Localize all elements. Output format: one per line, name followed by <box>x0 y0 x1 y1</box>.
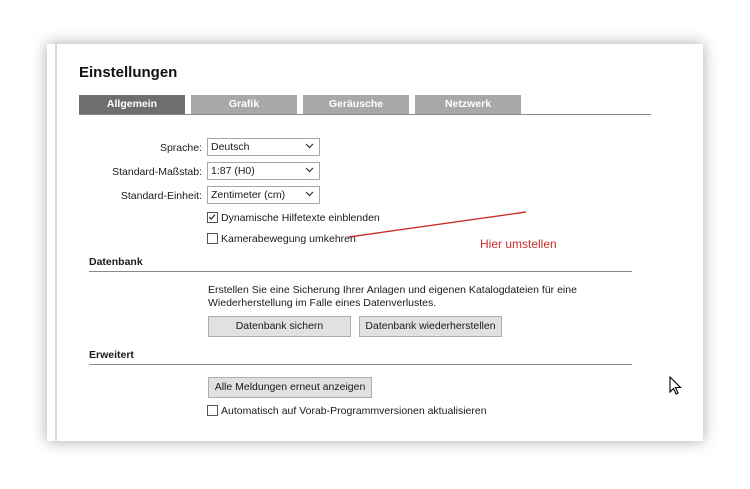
datenbank-description: Erstellen Sie eine Sicherung Ihrer Anlagen und eigenen Katalogdateien für eine Wiederherstellung im Falle eines Datenverlustes. <box>208 284 577 309</box>
dialog-left-edge <box>55 44 57 441</box>
beta-label[interactable]: Automatisch auf Vorab-Programmversionen aktualisieren <box>221 405 487 417</box>
checkmark-icon <box>208 213 217 222</box>
hilfetexte-label[interactable]: Dynamische Hilfetexte einblenden <box>221 212 380 224</box>
tab-allgemein[interactable]: Allgemein <box>79 95 185 114</box>
page-title: Einstellungen <box>79 64 178 81</box>
datenbank-wiederherstellen-button[interactable]: Datenbank wiederherstellen <box>359 316 502 337</box>
mouse-cursor-icon <box>669 376 683 396</box>
chevron-down-icon <box>305 167 314 173</box>
kamera-checkbox[interactable] <box>207 233 218 244</box>
sprache-select[interactable] <box>207 138 320 156</box>
massstab-value: 1:87 (H0) <box>211 165 255 177</box>
beta-checkbox[interactable] <box>207 405 218 416</box>
chevron-down-icon <box>305 191 314 197</box>
hilfetexte-checkbox[interactable] <box>207 212 218 223</box>
annotation-line <box>340 208 530 240</box>
chevron-down-icon <box>305 143 314 149</box>
sprache-value: Deutsch <box>211 141 250 153</box>
kamera-label[interactable]: Kamerabewegung umkehren <box>221 233 356 245</box>
datenbank-divider <box>89 271 632 272</box>
tab-geraeusche[interactable]: Geräusche <box>303 95 409 114</box>
meldungen-anzeigen-button[interactable]: Alle Meldungen erneut anzeigen <box>208 377 372 398</box>
annotation-text: Hier umstellen <box>480 237 557 251</box>
einheit-label: Standard-Einheit: <box>120 190 202 202</box>
datenbank-sichern-button[interactable]: Datenbank sichern <box>208 316 351 337</box>
einheit-value: Zentimeter (cm) <box>211 189 286 201</box>
datenbank-heading: Datenbank <box>89 256 143 268</box>
massstab-label: Standard-Maßstab: <box>112 166 202 178</box>
tab-netzwerk[interactable]: Netzwerk <box>415 95 521 114</box>
tab-grafik[interactable]: Grafik <box>191 95 297 114</box>
massstab-select[interactable] <box>207 162 320 180</box>
sprache-label: Sprache: <box>159 142 202 154</box>
erweitert-divider <box>89 364 632 365</box>
erweitert-heading: Erweitert <box>89 349 134 361</box>
tab-underline <box>79 114 651 115</box>
einheit-select[interactable] <box>207 186 320 204</box>
